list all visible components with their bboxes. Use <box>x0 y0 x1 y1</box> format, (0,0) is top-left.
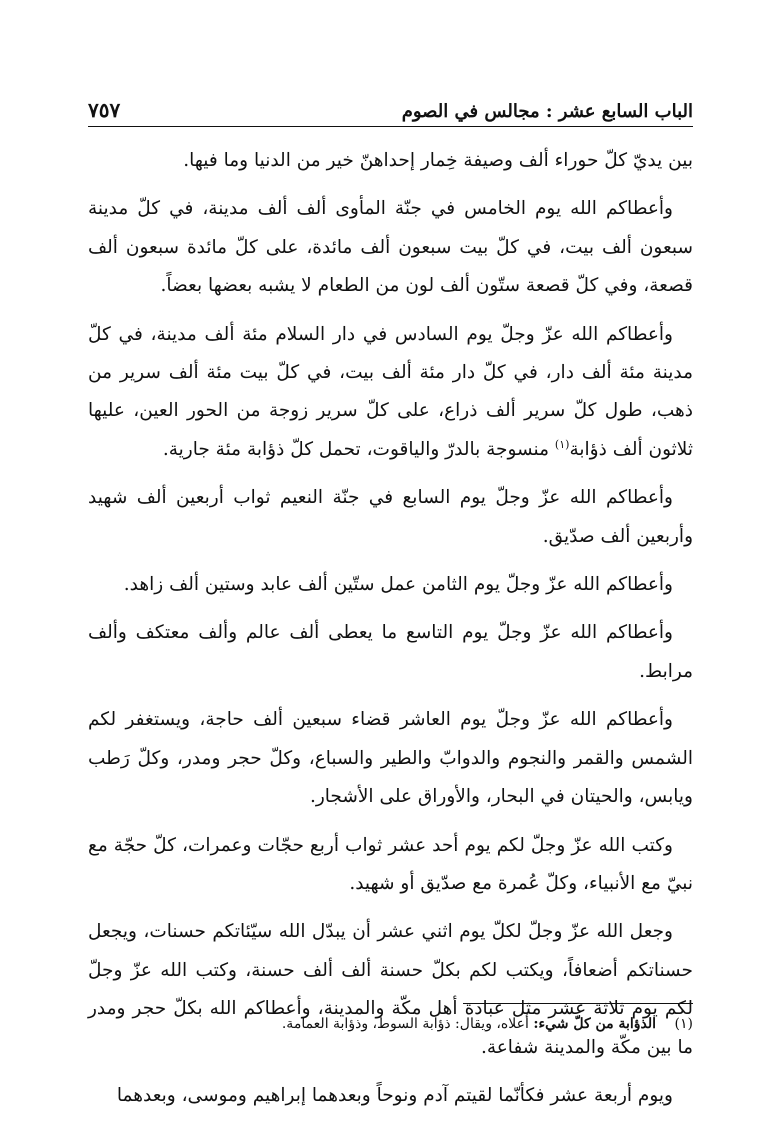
footnote-rule <box>463 1003 693 1004</box>
footnote-marker[interactable]: (١) <box>554 437 570 451</box>
paragraph-2: وأعطاكم الله يوم الخامس في جنّة المأوى ألف ألف مدينة، في كلّ مدينة سبعون ألف بيت، في كلّ بيت سبعون ألف مائدة، على كلّ مائدة سبعون ألف قصعة، وفي كلّ قصعة ستّون ألف لون من الطعام لا يشبه بعضها بعضاً. <box>88 198 693 297</box>
paragraph-1: بين يديّ كلّ حوراء ألف وصيفة خِمار إحداهنّ خير من الدنيا وما فيها. <box>183 150 693 171</box>
footnote-term: الذؤابة من كلّ شيء: <box>533 1016 657 1032</box>
paragraph-10: ويوم أربعة عشر فكأنّما لقيتم آدم ونوحاً وبعدهما إبراهيم وموسى، وبعدهما <box>116 1084 673 1106</box>
footnote-number: (١) <box>674 1016 693 1032</box>
paragraph-8: وكتب الله عزّ وجلّ لكم يوم أحد عشر ثواب أربع حجّات وعمرات، كلّ حجّة مع نبيّ مع الأنبياء، وكلّ عُمرة مع صدّيق أو شهيد. <box>88 834 693 894</box>
paragraph-7: وأعطاكم الله عزّ وجلّ يوم العاشر قضاء سبعين ألف حاجة، ويستغفر لكم الشمس والقمر والنجوم والدوابّ والطير والسباع، وكلّ حجر ومدر، وكلّ رَطب ويابس، والحيتان في البحار، والأوراق على الأشجار. <box>88 709 693 808</box>
body-text <box>88 142 693 1125</box>
page-number: ٧٥٧ <box>88 98 121 122</box>
paragraph-4: وأعطاكم الله عزّ وجلّ يوم السابع في جنّة النعيم ثواب أربعين ألف شهيد وأربعين ألف صدّيق. <box>88 487 693 547</box>
running-header <box>88 92 693 122</box>
paragraph-6: وأعطاكم الله عزّ وجلّ يوم التاسع ما يعطى ألف عالم وألف معتكف وألف مرابط. <box>88 622 693 682</box>
chapter-title: الباب السابع عشر : مجالس في الصوم <box>401 101 693 122</box>
paragraph-3-text: وأعطاكم الله عزّ وجلّ يوم السادس في دار السلام مئة ألف مدينة، في كلّ مدينة مئة ألف دار، في كلّ دار مئة ألف بيت، في كلّ بيت مئة ألف سرير من ذهب، طول كلّ سرير ألف ذراع، على كلّ سرير زوجة من الحور العين، عليها ثلاثون ألف ذؤابة <box>88 323 693 460</box>
footnote-text: أعلاه، ويقال: ذؤابة السوط، وذؤابة العمامة. <box>281 1016 529 1032</box>
footnote <box>88 1012 693 1036</box>
paragraph-9: وجعل الله عزّ وجلّ لكلّ يوم اثني عشر أن يبدّل الله سيّئاتكم حسنات، ويجعل حسناتكم أضعافاً، ويكتب لكم بكلّ حسنة ألف ألف حسنة، وكتب الله عزّ وجلّ لكم يوم ثلاثة عشر مثل عبادة أهل مكّة والمدينة، وأعطاكم الله بكلّ حجر ومدر ما بين مكّة والمدينة شفاعة. <box>88 921 693 1058</box>
header-rule <box>88 126 693 127</box>
paragraph-3-tail: منسوجة بالدرّ والياقوت، تحمل كلّ ذؤابة مئة جارية. <box>162 438 550 460</box>
paragraph-3 <box>88 316 693 470</box>
paragraph-5: وأعطاكم الله عزّ وجلّ يوم الثامن عمل ستّين ألف عابد وستين ألف زاهد. <box>123 574 673 596</box>
